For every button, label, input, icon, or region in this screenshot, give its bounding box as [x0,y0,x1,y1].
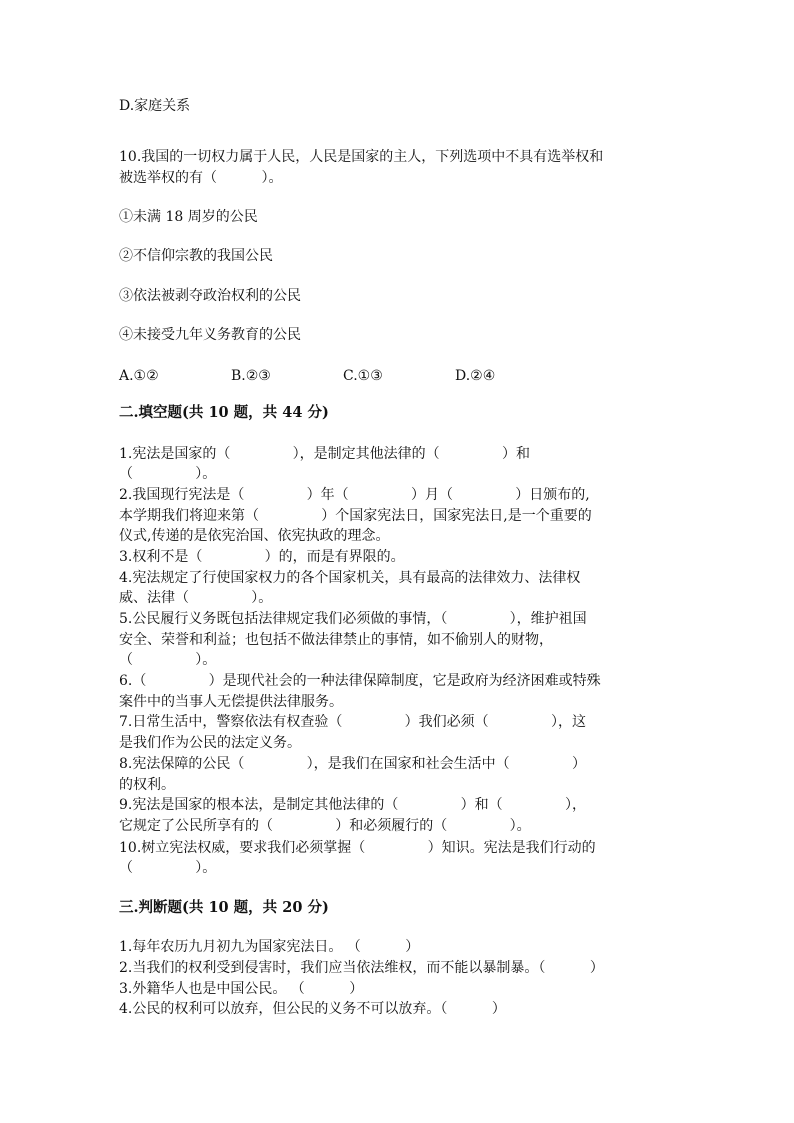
q10-choice-c: C.①③ [343,368,383,384]
s2-line: 是我们作为公民的法定义务。 [119,735,301,751]
s2-line: 6.（ ）是现代社会的一种法律保障制度，它是政府为经济困难或特殊 [119,673,601,689]
s2-line: 8.宪法保障的公民（ ），是我们在国家和社会生活中（ ） [119,756,586,772]
s2-line: 7.日常生活中，警察依法有权查验（ ）我们必须（ ），这 [119,714,586,730]
option-d-prev: D.家庭关系 [119,98,191,114]
s2-line: 威、法律（ ）。 [119,590,273,606]
s2-line: 5.公民履行义务既包括法律规定我们必须做的事情，（ ），维护祖国 [119,611,587,627]
s2-line: 10.树立宪法权威，要求我们必须掌握（ ）知识。宪法是我们行动的 [119,840,596,856]
s2-line: 仪式,传递的是依宪治国、依宪执政的理念。 [119,528,390,544]
s3-line: 4.公民的权利可以放弃，但公民的义务不可以放弃。（ ） [119,1001,506,1017]
s2-line: 的权利。 [119,777,175,793]
s3-line: 3.外籍华人也是中国公民。 （ ） [119,981,364,997]
q10-item-4: ④未接受九年义务教育的公民 [119,327,301,343]
q10-item-2: ②不信仰宗教的我国公民 [119,248,273,264]
s2-line: 3.权利不是（ ）的，而是有界限的。 [119,549,405,565]
s3-line: 2.当我们的权利受到侵害时，我们应当依法维权，而不能以暴制暴。（ ） [119,960,604,976]
q10-choice-b: B.②③ [231,368,271,384]
q10-stem-line1: 10.我国的一切权力属于人民，人民是国家的主人，下列选项中不具有选举权和 [119,149,604,165]
s2-line: 安全、荣誉和利益；也包括不做法律禁止的事情，如不偷别人的财物， [119,632,553,648]
q10-choice-d: D.②④ [455,368,496,384]
s2-line: 1.宪法是国家的（ ），是制定其他法律的（ ）和 [119,446,530,462]
s2-line: （ ）。 [119,466,217,482]
s2-line: 9.宪法是国家的根本法，是制定其他法律的（ ）和（ ）， [119,797,586,813]
s2-line: 案件中的当事人无偿提供法律服务。 [119,694,343,710]
s2-line: （ ）。 [119,652,217,668]
s2-line: 本学期我们将迎来第（ ）个国家宪法日，国家宪法日,是一个重要的 [119,508,592,524]
section-2-title: 二.填空题(共 10 题，共 44 分) [119,404,329,421]
s2-line: 4.宪法规定了行使国家权力的各个国家机关，具有最高的法律效力、法律权 [119,570,581,586]
s2-line: （ ）。 [119,860,217,876]
q10-item-3: ③依法被剥夺政治权利的公民 [119,288,301,304]
q10-choice-a: A.①② [119,368,159,384]
q10-item-1: ①未满 18 周岁的公民 [119,209,258,225]
section-3-title: 三.判断题(共 10 题，共 20 分) [119,899,329,916]
s2-line: 2.我国现行宪法是（ ）年（ ）月（ ）日颁布的, [119,487,590,503]
q10-stem-line2: 被选举权的有（ ）。 [119,170,283,186]
s2-line: 它规定了公民所享有的（ ）和必须履行的（ ）。 [119,818,531,834]
s3-line: 1.每年农历九月初九为国家宪法日。 （ ） [119,939,420,955]
